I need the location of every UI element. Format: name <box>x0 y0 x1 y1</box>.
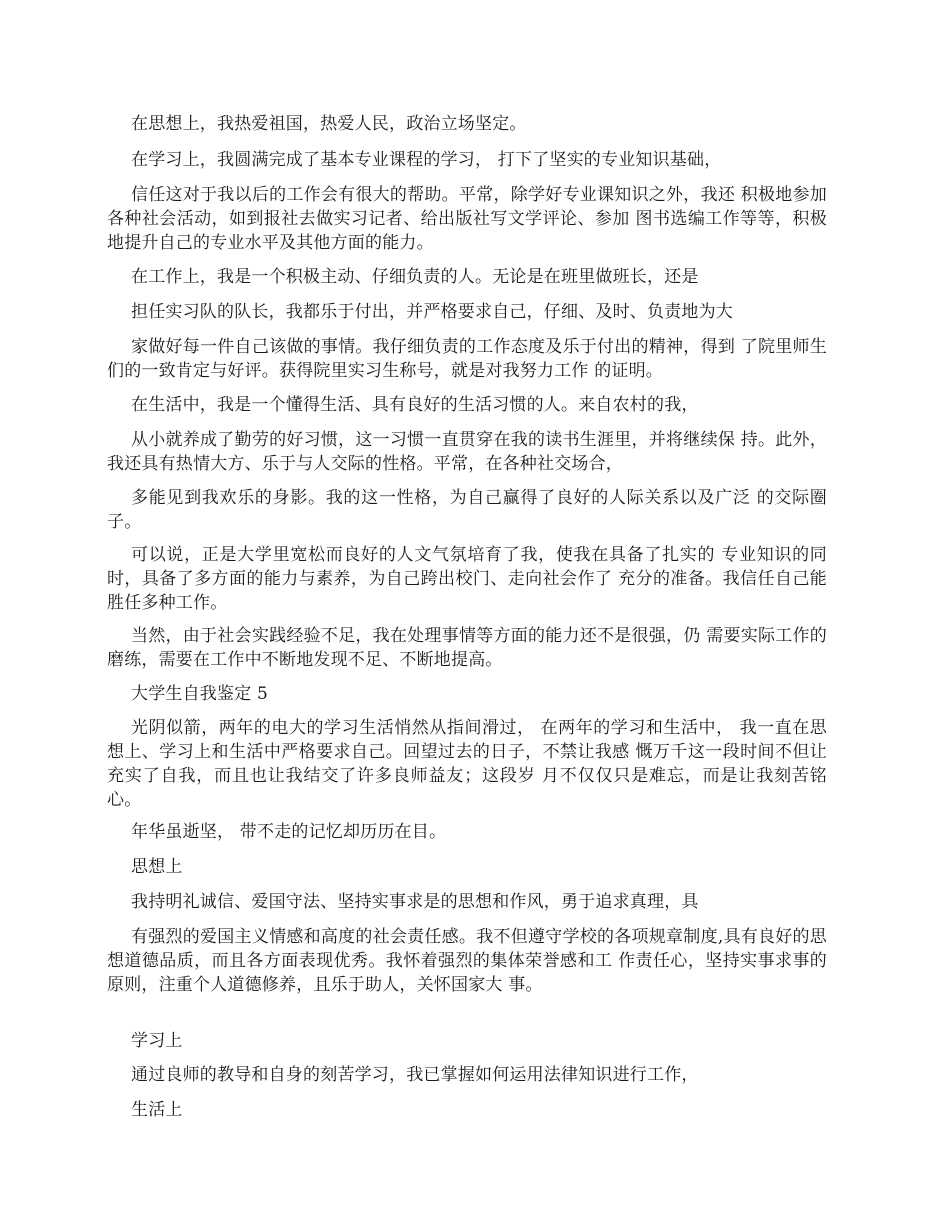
paragraph-work: 在工作上，我是一个积极主动、仔细负责的人。无论是在班里做班长，还是 <box>131 267 699 287</box>
paragraph-thought-5-continued: 有强烈的爱国主义情感和高度的社会责任感。我不但遵守学校的各项规章制度,具有良好的思想道德品质，而且各方面表现优秀。我怀着强烈的集体荣誉感和工 作责任心，坚持实事求事的原则，注重个人道德修养，且乐于助人，关怀国家大 事。 <box>107 927 827 995</box>
subheading-thought: 思想上 <box>131 857 183 877</box>
paragraph-study-continued: 信任这对于我以后的工作会有很大的帮助。平常，除学好专业课知识之外，我还 积极地参加各种社会活动，如到报社去做实习记者、给出版社写文学评论、参加 图书选编工作等等，积极地提升自己的专业水平及其他方面的能力。 <box>107 185 827 253</box>
paragraph-study: 在学习上，我圆满完成了基本专业课程的学习， 打下了坚实的专业知识基础， <box>131 150 722 170</box>
paragraph-thought-5: 我持明礼诚信、爱国守法、坚持实事求是的思想和作风，勇于追求真理，具 <box>131 892 699 912</box>
paragraph-study-5: 通过良师的教导和自身的刻苦学习，我已掌握如何运用法律知识进行工作， <box>131 1065 699 1085</box>
paragraph-life-habits: 从小就养成了勤劳的好习惯，这一习惯一直贯穿在我的读书生涯里，并将继续保 持。此外，我还具有热情大方、乐于与人交际的性格。平常，在各种社交场合， <box>107 430 827 474</box>
paragraph-shortcomings: 当然，由于社会实践经验不足，我在处理事情等方面的能力还不是很强，仍 需要实际工作的磨练，需要在工作中不断地发现不足、不断地提高。 <box>107 626 827 670</box>
paragraph-thought: 在思想上，我热爱祖国，热爱人民，政治立场坚定。 <box>131 114 527 134</box>
subheading-life: 生活上 <box>131 1100 183 1120</box>
subheading-study: 学习上 <box>131 1031 183 1051</box>
section-heading-5: 大学生自我鉴定 5 <box>131 684 269 704</box>
paragraph-work-leader: 担任实习队的队长，我都乐于付出，并严格要求自己，仔细、及时、负责地为大 <box>131 302 733 322</box>
paragraph-life: 在生活中，我是一个懂得生活、具有良好的生活习惯的人。来自农村的我， <box>131 395 699 415</box>
paragraph-memory: 年华虽逝坚， 带不走的记忆却历历在目。 <box>131 822 447 842</box>
paragraph-conclusion: 可以说，正是大学里宽松而良好的人文气氛培育了我，使我在具备了扎实的 专业知识的同时，具备了多方面的能力与素养，为自己跨出校门、走向社会作了 充分的准备。我信任自己能胜任多种工作。 <box>107 545 827 613</box>
paragraph-life-social: 多能见到我欢乐的身影。我的这一性格，为自己赢得了良好的人际关系以及广泛 的交际圈子。 <box>107 488 827 532</box>
paragraph-intro-5: 光阴似箭，两年的电大的学习生活悄然从指间滑过， 在两年的学习和生活中， 我一直在思想上、学习上和生活中严格要求自己。回望过去的日子，不禁让我感 慨万千这一段时间不但让充实了自我，而且也让我结交了许多良师益友；这段岁 月不仅仅只是难忘，而是让我刻苦铭心。 <box>107 718 827 810</box>
paragraph-work-attitude: 家做好每一件自己该做的事情。我仔细负责的工作态度及乐于付出的精神，得到 了院里师生们的一致肯定与好评。获得院里实习生称号，就是对我努力工作 的证明。 <box>107 337 827 381</box>
